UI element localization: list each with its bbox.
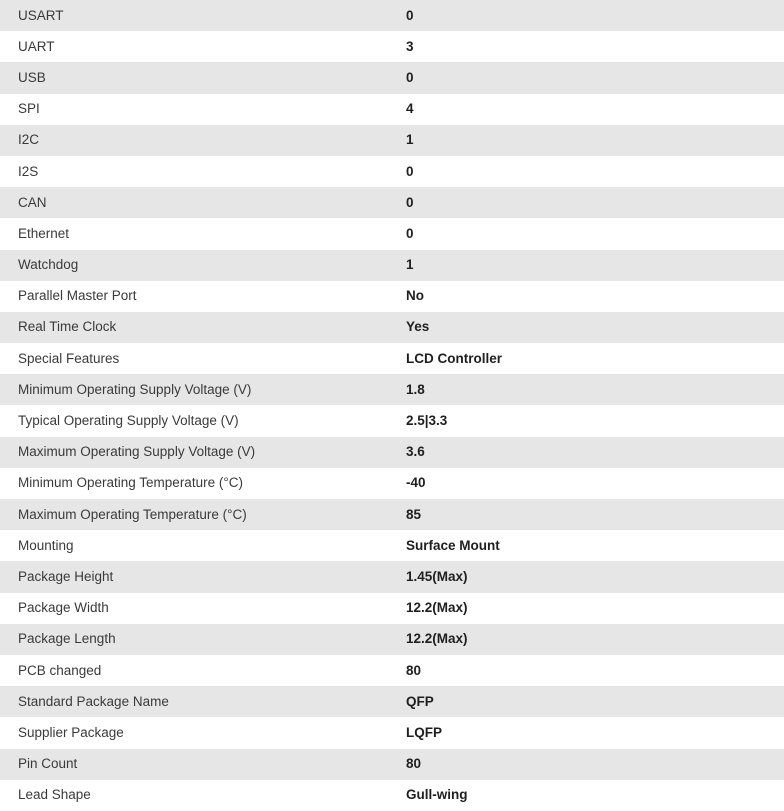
spec-label: Maximum Operating Temperature (°C) <box>18 506 247 522</box>
spec-label: Package Width <box>18 600 109 616</box>
spec-value: 80 <box>406 662 422 678</box>
spec-value: Surface Mount <box>406 537 500 553</box>
spec-label: SPI <box>18 101 40 117</box>
spec-value: 2.5|3.3 <box>406 413 448 429</box>
spec-label: UART <box>18 38 55 54</box>
table-row <box>0 374 784 405</box>
spec-value: -40 <box>406 475 426 491</box>
spec-value: 85 <box>406 506 422 522</box>
spec-label: Special Features <box>18 350 120 366</box>
table-row <box>0 749 784 780</box>
table-row <box>0 717 784 748</box>
table-row <box>0 250 784 281</box>
spec-label: Mounting <box>18 537 74 553</box>
spec-value: 0 <box>406 225 414 241</box>
spec-label: Watchdog <box>18 257 79 273</box>
spec-label: USART <box>18 7 64 23</box>
spec-label: Standard Package Name <box>18 693 169 709</box>
spec-label: Real Time Clock <box>18 319 117 335</box>
spec-value: 80 <box>406 756 422 772</box>
spec-label: Ethernet <box>18 225 70 241</box>
table-row <box>0 94 784 125</box>
spec-value: Gull-wing <box>406 787 468 803</box>
table-row <box>0 343 784 374</box>
spec-label: I2S <box>18 163 39 179</box>
spec-label: PCB changed <box>18 662 102 678</box>
spec-value: 0 <box>406 7 414 23</box>
spec-value: 0 <box>406 194 414 210</box>
spec-value: 1 <box>406 257 414 273</box>
spec-value: 1.8 <box>406 381 425 397</box>
table-row <box>0 530 784 561</box>
spec-label: I2C <box>18 132 40 148</box>
table-row <box>0 281 784 312</box>
spec-label: Minimum Operating Temperature (°C) <box>18 475 243 491</box>
table-row <box>0 468 784 499</box>
spec-value: 0 <box>406 69 414 85</box>
spec-value: 1 <box>406 132 414 148</box>
table-row <box>0 593 784 624</box>
spec-label: Package Length <box>18 631 116 647</box>
spec-label: CAN <box>18 194 47 210</box>
spec-value: 1.45(Max) <box>406 568 468 584</box>
spec-label: Supplier Package <box>18 724 124 740</box>
spec-value: Yes <box>406 319 430 335</box>
table-row <box>0 437 784 468</box>
spec-value: 4 <box>406 101 414 117</box>
table-row <box>0 312 784 343</box>
spec-value: 0 <box>406 163 414 179</box>
table-row <box>0 655 784 686</box>
spec-label: Maximum Operating Supply Voltage (V) <box>18 444 256 460</box>
spec-label: Package Height <box>18 568 114 584</box>
spec-label: Lead Shape <box>18 787 91 803</box>
table-row <box>0 686 784 717</box>
spec-value: LQFP <box>406 724 442 740</box>
table-row <box>0 125 784 156</box>
table-row <box>0 561 784 592</box>
spec-label: Parallel Master Port <box>18 288 137 304</box>
spec-value: 3.6 <box>406 444 425 460</box>
table-row <box>0 0 784 31</box>
spec-value: LCD Controller <box>406 350 502 366</box>
table-row <box>0 624 784 655</box>
table-row <box>0 218 784 249</box>
table-row <box>0 780 784 811</box>
spec-value: No <box>406 288 424 304</box>
spec-label: Minimum Operating Supply Voltage (V) <box>18 381 252 397</box>
table-row <box>0 156 784 187</box>
table-row <box>0 187 784 218</box>
table-row <box>0 31 784 62</box>
table-row <box>0 405 784 436</box>
spec-value: 3 <box>406 38 414 54</box>
spec-label: Typical Operating Supply Voltage (V) <box>18 413 239 429</box>
spec-value: 12.2(Max) <box>406 600 468 616</box>
spec-value: QFP <box>406 693 434 709</box>
table-row <box>0 499 784 530</box>
table-row <box>0 62 784 93</box>
spec-value: 12.2(Max) <box>406 631 468 647</box>
spec-label: USB <box>18 69 46 85</box>
spec-label: Pin Count <box>18 756 78 772</box>
